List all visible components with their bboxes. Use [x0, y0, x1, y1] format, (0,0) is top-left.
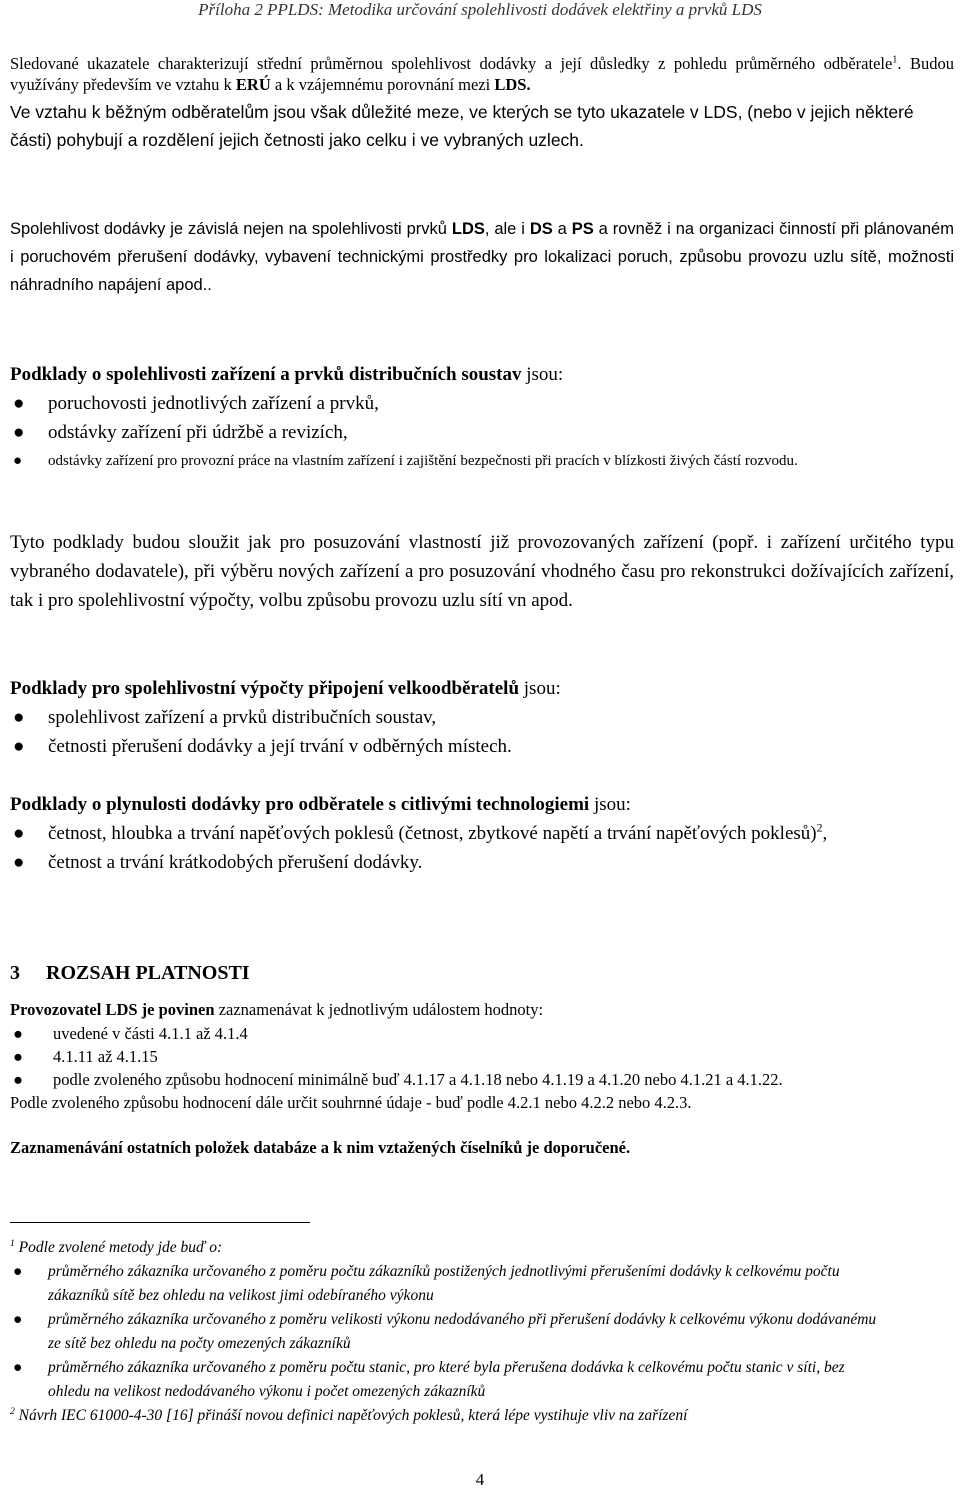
footnote-separator — [10, 1222, 310, 1223]
para1-text: Sledované ukazatele charakterizují střední průměrnou spolehlivost dodávky a její důsledky z pohledu průměrného odběratele — [10, 54, 893, 73]
paragraph-spolehlivost — [10, 215, 954, 299]
footnote-1-mark: 1 — [10, 1237, 15, 1249]
section-podklady-zarizeni — [10, 360, 954, 473]
list-item-text: průměrného zákazníka určovaného z poměru počtu stanic, pro které byla přerušena dodávka k celkovému počtu stanic v síti, bez ohledu na velikost nedodávaného výkonu i počet omezených zákazníků — [48, 1359, 845, 1400]
list-item-text: poruchovosti jednotlivých zařízení a prvků, — [48, 393, 379, 414]
list-item — [10, 819, 954, 848]
paragraph-meze: Ve vztahu k běžným odběratelům jsou však důležité meze, ve kterých se tyto ukazatele v LDS, (nebo v jejich některé části) pohybují a rozdělení jejich četnosti jako celku i ve vybraných uzlech. — [10, 102, 914, 150]
chapter-number: 3 — [10, 962, 20, 984]
footnote-ref-1[interactable]: 1 — [892, 54, 898, 66]
list-item-tail: , — [822, 823, 828, 844]
section2-heading — [10, 674, 954, 703]
list-item-text: uvedené v části 4.1.1 až 4.1.4 — [53, 1024, 248, 1043]
chapter-intro — [10, 998, 954, 1021]
bullet-icon: ● — [13, 1047, 23, 1066]
list-item-text: podle zvoleného způsobu hodnocení minimálně buď 4.1.17 a 4.1.18 nebo 4.1.19 a 4.1.20 nebo 4.1.21 a 4.1.22. — [53, 1070, 783, 1089]
list-item-text: průměrného zákazníka určovaného z poměru počtu zákazníků postižených jednotlivými přerušeními dodávky k celkovému počtu zákazníků sítě bez ohledu na velikost jimi odebíraného výkonu — [48, 1263, 840, 1304]
section3-heading — [10, 790, 954, 819]
list-item — [10, 1356, 890, 1404]
chapter-recommendation: Zaznamenávání ostatních položek databáze a k nim vztažených číselníků je doporučené. — [10, 1138, 631, 1157]
paragraph-ukazatele — [10, 53, 954, 95]
chapter-list — [10, 1022, 954, 1091]
section1-list — [10, 389, 954, 473]
list-item — [10, 1068, 954, 1091]
list-item — [10, 703, 954, 732]
list-item-text: odstávky zařízení pro provozní práce na vlastním zařízení i zajištění bezpečnosti při pracích v blízkosti živých částí rozvodu. — [48, 453, 798, 469]
para3-b3: PS — [571, 220, 594, 238]
chapter-heading — [10, 962, 954, 985]
bullet-icon: ● — [13, 736, 25, 757]
page-number: 4 — [475, 1470, 485, 1489]
footnote-1-text: Podle zvolené metody jde buď o: — [14, 1239, 223, 1256]
footnote-2-text: Návrh IEC 61000-4-30 [16] přináší novou definici napěťových poklesů, která lépe vystihuje vliv na zařízení — [14, 1407, 688, 1424]
footnotes — [10, 1236, 954, 1428]
bullet-icon: ● — [13, 453, 23, 469]
list-item — [10, 389, 954, 418]
list-item — [10, 848, 954, 877]
section1-heading — [10, 360, 954, 389]
list-item — [10, 1045, 954, 1068]
bullet-icon: ● — [13, 393, 25, 414]
para3-b1: LDS — [451, 220, 485, 238]
para1-bold-lds: LDS. — [494, 75, 531, 94]
para3-t2: , ale i — [484, 220, 530, 238]
chapter-after: Podle zvoleného způsobu hodnocení dále určit souhrnné údaje - buď podle 4.2.1 nebo 4.2.2 nebo 4.2.3. — [10, 1093, 692, 1112]
bullet-icon: ● — [13, 1359, 23, 1376]
list-item-text: četnosti přerušení dodávky a její trvání v odběrných místech. — [48, 736, 512, 757]
section3-list — [10, 819, 954, 877]
section2-heading-bold: Podklady pro spolehlivostní výpočty připojení velkoodběratelů — [10, 678, 520, 699]
para3-b2: DS — [529, 220, 553, 238]
para1-bold-eru: ERÚ — [235, 75, 271, 94]
list-item — [10, 1260, 890, 1308]
list-item-text: četnost, hloubka a trvání napěťových poklesů (četnost, zbytkové napětí a trvání napěťových poklesů) — [48, 823, 817, 844]
list-item — [10, 418, 954, 447]
chapter-title: ROZSAH PLATNOSTI — [46, 962, 250, 984]
list-item-text: 4.1.11 až 4.1.15 — [53, 1047, 158, 1066]
list-item — [10, 1022, 954, 1045]
bullet-icon: ● — [13, 1263, 23, 1280]
chapter-intro-tail: zaznamenávat k jednotlivým událostem hodnoty: — [214, 1000, 544, 1019]
para3-t4: a rovněž i na organizaci činností při plánovaném i poruchovém přerušení dodávky, vybavení technickými prostředky pro lokalizaci poruch, způsobu provozu uzlu sítě, možnosti náhradního napájení apod.. — [10, 220, 954, 294]
footnote-1-list — [10, 1260, 890, 1404]
list-item — [10, 450, 954, 473]
section3-heading-bold: Podklady o plynulosti dodávky pro odběratele s citlivými technologiemi — [10, 794, 590, 815]
para3-t1: Spolehlivost dodávky je závislá nejen na spolehlivosti prvků — [10, 220, 452, 238]
para3-t3: a — [552, 220, 572, 238]
footnote-2-mark: 2 — [10, 1405, 15, 1417]
bullet-icon: ● — [13, 422, 25, 443]
bullet-icon: ● — [13, 707, 25, 728]
bullet-icon: ● — [13, 1024, 23, 1043]
paragraph-tyto-podklady: Tyto podklady budou sloužit jak pro posuzování vlastností již provozovaných zařízení (popř. i zařízení určitého typu vybraného dodavatele), při výběru nových zařízení a pro posuzování vhodného času pro rekonstrukci dožívajících zařízení, tak i pro spolehlivostní výpočty, volbu způsobu provozu uzlu sítí vn apod. — [10, 532, 954, 611]
section1-heading-tail: jsou: — [521, 364, 564, 385]
list-item — [10, 732, 954, 761]
chapter-intro-bold: Provozovatel LDS je povinen — [10, 1000, 215, 1019]
list-item — [10, 1308, 890, 1356]
footnote-ref-2[interactable]: 2 — [816, 821, 823, 835]
list-item-text: průměrného zákazníka určovaného z poměru velikosti výkonu nedodávaného při přerušení dodávky k celkovému výkonu dodávanému ze sítě bez ohledu na počty omezených zákazníků — [48, 1311, 877, 1352]
footnote-1 — [10, 1236, 954, 1260]
para1-text2: . Budou využívány především ve vztahu k — [10, 54, 954, 94]
bullet-icon: ● — [13, 852, 25, 873]
section2-heading-tail: jsou: — [519, 678, 561, 699]
footnote-2 — [10, 1404, 954, 1428]
section-plynulost — [10, 790, 954, 877]
bullet-icon: ● — [13, 1311, 23, 1328]
list-item-text: četnost a trvání krátkodobých přerušení dodávky. — [48, 852, 423, 873]
bullet-icon: ● — [13, 1070, 23, 1089]
section2-list — [10, 703, 954, 761]
bullet-icon: ● — [13, 823, 25, 844]
section1-heading-bold: Podklady o spolehlivosti zařízení a prvků distribučních soustav — [10, 364, 522, 385]
para1-text3: a k vzájemnému porovnání mezi — [270, 75, 495, 94]
list-item-text: odstávky zařízení při údržbě a revizích, — [48, 422, 348, 443]
page-header: Příloha 2 PPLDS: Metodika určování spolehlivosti dodávek elektřiny a prvků LDS — [198, 0, 762, 19]
chapter-body — [10, 998, 954, 1159]
list-item-text: spolehlivost zařízení a prvků distribučních soustav, — [48, 707, 437, 728]
section3-heading-tail: jsou: — [589, 794, 631, 815]
section-vypocty — [10, 674, 954, 761]
